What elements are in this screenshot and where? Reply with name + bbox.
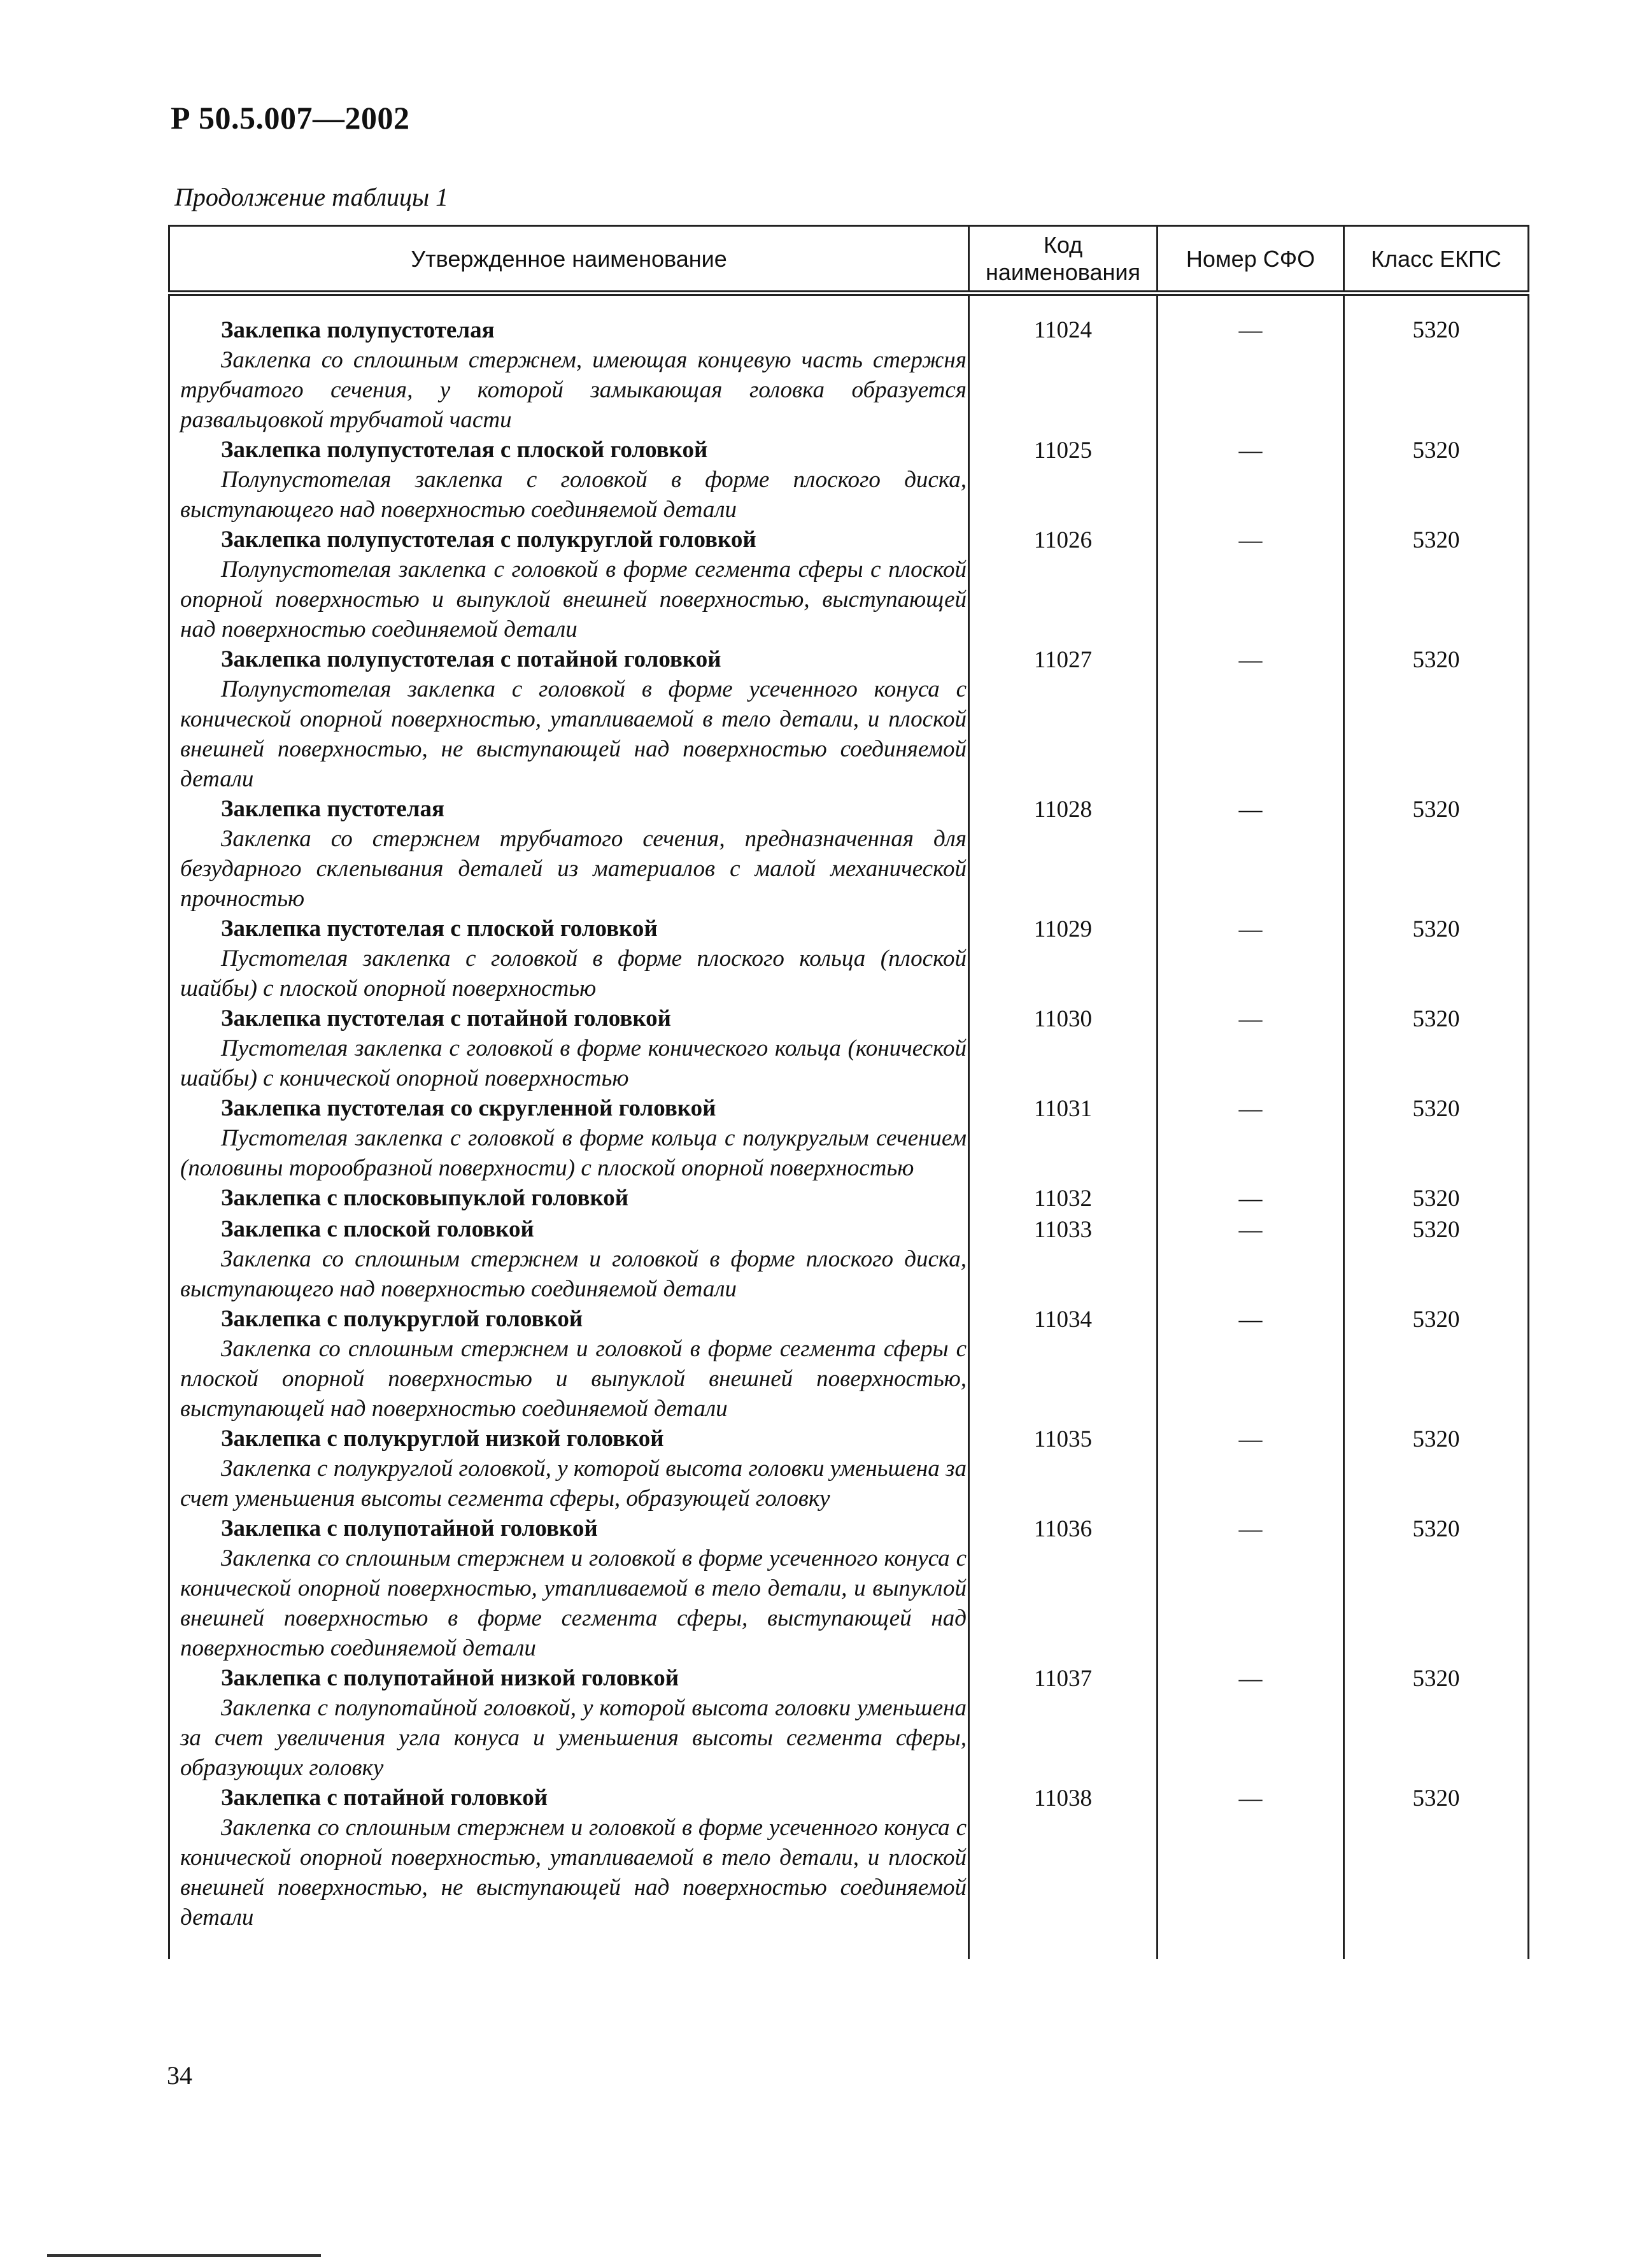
term-name: Заклепка с полукруглой головкой	[221, 1306, 583, 1332]
term-definition: Пустотелая заклепка с головкой в форме конического кольца (конической шайбы) с конической опорной поверхностью	[180, 1035, 967, 1091]
ekps-class-cell: 5320	[1344, 1183, 1529, 1214]
ekps-class-cell: 5320	[1344, 794, 1529, 914]
ekps-class-cell: 5320	[1344, 1783, 1529, 1932]
ekps-class-cell: 5320	[1344, 1093, 1529, 1183]
table-spacer-row	[169, 1932, 1529, 1959]
ekps-class-cell: 5320	[1344, 1304, 1529, 1424]
term-name: Заклепка с потайной головкой	[221, 1785, 548, 1811]
name-code-cell: 11034	[969, 1304, 1158, 1424]
ekps-class-cell: 5320	[1344, 1214, 1529, 1304]
term-name: Заклепка пустотелая со скругленной головкой	[221, 1095, 716, 1121]
header-sfo-number: Номер СФО	[1158, 226, 1344, 294]
name-code-cell: 11037	[969, 1663, 1158, 1783]
sfo-number-cell: —	[1158, 1663, 1344, 1783]
name-code-cell: 11029	[969, 914, 1158, 1003]
approved-name-cell	[169, 1513, 969, 1663]
approved-name-cell	[169, 1424, 969, 1513]
term-name: Заклепка пустотелая с потайной головкой	[221, 1005, 671, 1031]
table-row	[169, 1183, 1529, 1214]
name-code-cell: 11031	[969, 1093, 1158, 1183]
term-name: Заклепка полупустотелая с полукруглой головкой	[221, 527, 756, 553]
sfo-number-cell: —	[1158, 435, 1344, 525]
sfo-number-cell: —	[1158, 1513, 1344, 1663]
name-code-cell: 11038	[969, 1783, 1158, 1932]
ekps-class-cell: 5320	[1344, 435, 1529, 525]
scan-artifact-line	[47, 2254, 321, 2257]
spacer-cell	[1158, 1932, 1344, 1959]
sfo-number-cell: —	[1158, 644, 1344, 794]
name-code-cell: 11030	[969, 1003, 1158, 1093]
term-definition: Заклепка со сплошным стержнем, имеющая концевую часть стержня трубчатого сечения, у которой замыкающая головка образуется развальцовкой трубчатой части	[180, 347, 967, 433]
term-name: Заклепка с плоской головкой	[221, 1216, 534, 1242]
ekps-class-cell: 5320	[1344, 1003, 1529, 1093]
approved-name-cell	[169, 1214, 969, 1304]
table-row	[169, 1424, 1529, 1513]
term-definition: Полупустотелая заклепка с головкой в форме сегмента сферы с плоской опорной поверхностью и выпуклой внешней поверхностью, выступающей над поверхностью соединяемой детали	[180, 556, 967, 642]
sfo-number-cell: —	[1158, 1214, 1344, 1304]
term-definition: Пустотелая заклепка с головкой в форме плоского кольца (плоской шайбы) с плоской опорной поверхностью	[180, 946, 967, 1002]
sfo-number-cell: —	[1158, 294, 1344, 436]
sfo-number-cell: —	[1158, 1003, 1344, 1093]
approved-name-cell	[169, 1003, 969, 1093]
term-definition: Заклепка со сплошным стержнем и головкой в форме усеченного конуса с конической опорной поверхностью, утапливаемой в тело детали, и выпуклой внешней поверхностью в форме сегмента сферы, выступающей над поверхностью соединяемой детали	[180, 1545, 967, 1661]
term-name: Заклепка с полупотайной низкой головкой	[221, 1665, 679, 1691]
table-row	[169, 525, 1529, 644]
term-definition: Заклепка со стержнем трубчатого сечения, предназначенная для безударного склепывания деталей из материалов с малой механической прочностью	[180, 826, 967, 912]
approved-name-cell	[169, 294, 969, 436]
approved-name-cell	[169, 1663, 969, 1783]
approved-name-cell	[169, 435, 969, 525]
table-row	[169, 1003, 1529, 1093]
name-code-cell: 11026	[969, 525, 1158, 644]
term-definition: Заклепка с полукруглой головкой, у которой высота головки уменьшена за счет уменьшения высоты сегмента сферы, образующей головку	[180, 1456, 967, 1512]
term-name: Заклепка полупустотелая с потайной головкой	[221, 646, 721, 672]
name-code-cell: 11028	[969, 794, 1158, 914]
term-name: Заклепка с полукруглой низкой головкой	[221, 1426, 664, 1452]
term-name: Заклепка полупустотелая	[221, 317, 495, 343]
term-name: Заклепка с полупотайной головкой	[221, 1515, 598, 1542]
header-approved-name: Утвержденное наименование	[169, 226, 969, 294]
table-body	[169, 294, 1529, 1960]
approved-name-cell	[169, 1183, 969, 1214]
ekps-class-cell: 5320	[1344, 1663, 1529, 1783]
document-code: Р 50.5.007—2002	[171, 100, 410, 136]
term-definition: Заклепка со сплошным стержнем и головкой в форме сегмента сферы с плоской опорной поверхностью и выпуклой внешней поверхностью, выступающей над поверхностью соединяемой детали	[180, 1336, 967, 1422]
term-definition: Заклепка со сплошным стержнем и головкой в форме плоского диска, выступающего над поверхностью соединяемой детали	[180, 1246, 967, 1302]
header-ekps-class: Класс ЕКПС	[1344, 226, 1529, 294]
approved-name-cell	[169, 1304, 969, 1424]
term-definition: Заклепка со сплошным стержнем и головкой в форме усеченного конуса с конической опорной поверхностью, утапливаемой в тело детали, и плоской внешней поверхностью, не выступающей над поверхностью соединяемой детали	[180, 1815, 967, 1931]
sfo-number-cell: —	[1158, 525, 1344, 644]
table-row	[169, 1304, 1529, 1424]
term-name: Заклепка полупустотелая с плоской головкой	[221, 437, 708, 463]
term-definition: Пустотелая заклепка с головкой в форме кольца с полукруглым сечением (половины торообразной поверхности) с плоской опорной поверхностью	[180, 1125, 967, 1181]
table-row	[169, 1783, 1529, 1932]
name-code-cell: 11033	[969, 1214, 1158, 1304]
sfo-number-cell: —	[1158, 1424, 1344, 1513]
spacer-cell	[169, 1932, 969, 1959]
name-code-cell: 11032	[969, 1183, 1158, 1214]
ekps-class-cell: 5320	[1344, 294, 1529, 436]
table-row	[169, 1214, 1529, 1304]
page-number: 34	[167, 2061, 192, 2090]
table-row	[169, 1513, 1529, 1663]
term-definition: Полупустотелая заклепка с головкой в форме плоского диска, выступающего над поверхностью соединяемой детали	[180, 467, 967, 523]
table-row	[169, 644, 1529, 794]
table-row	[169, 435, 1529, 525]
sfo-number-cell: —	[1158, 1783, 1344, 1932]
table-row	[169, 294, 1529, 436]
approved-name-cell	[169, 644, 969, 794]
table-continuation-caption: Продолжение таблицы 1	[174, 183, 449, 211]
approved-name-cell	[169, 1783, 969, 1932]
table-row	[169, 1663, 1529, 1783]
sfo-number-cell: —	[1158, 794, 1344, 914]
table-row	[169, 1093, 1529, 1183]
ekps-class-cell: 5320	[1344, 525, 1529, 644]
approved-name-cell	[169, 525, 969, 644]
ekps-class-cell: 5320	[1344, 1513, 1529, 1663]
sfo-number-cell: —	[1158, 1304, 1344, 1424]
name-code-cell: 11035	[969, 1424, 1158, 1513]
term-name: Заклепка с плосковыпуклой головкой	[221, 1185, 629, 1211]
term-definition: Полупустотелая заклепка с головкой в форме усеченного конуса с конической опорной поверхностью, утапливаемой в тело детали, и плоской внешней поверхностью, не выступающей над поверхностью соединяемой детали	[180, 676, 967, 792]
sfo-number-cell: —	[1158, 914, 1344, 1003]
term-definition: Заклепка с полупотайной головкой, у которой высота головки уменьшена за счет увеличения угла конуса и уменьшения высоты сегмента сферы, образующих головку	[180, 1695, 967, 1781]
approved-name-cell	[169, 794, 969, 914]
ekps-class-cell: 5320	[1344, 914, 1529, 1003]
approved-name-cell	[169, 914, 969, 1003]
ekps-class-cell: 5320	[1344, 1424, 1529, 1513]
sfo-number-cell: —	[1158, 1183, 1344, 1214]
table-header	[169, 226, 1529, 294]
name-code-cell: 11024	[969, 294, 1158, 436]
approved-name-cell	[169, 1093, 969, 1183]
term-name: Заклепка пустотелая	[221, 796, 445, 822]
ekps-class-cell: 5320	[1344, 644, 1529, 794]
terms-table	[168, 225, 1529, 1959]
spacer-cell	[1344, 1932, 1529, 1959]
term-name: Заклепка пустотелая с плоской головкой	[221, 916, 658, 942]
table-row	[169, 914, 1529, 1003]
name-code-cell: 11027	[969, 644, 1158, 794]
header-name-code: Код наименования	[969, 226, 1158, 294]
name-code-cell: 11036	[969, 1513, 1158, 1663]
spacer-cell	[969, 1932, 1158, 1959]
table-row	[169, 794, 1529, 914]
name-code-cell: 11025	[969, 435, 1158, 525]
sfo-number-cell: —	[1158, 1093, 1344, 1183]
